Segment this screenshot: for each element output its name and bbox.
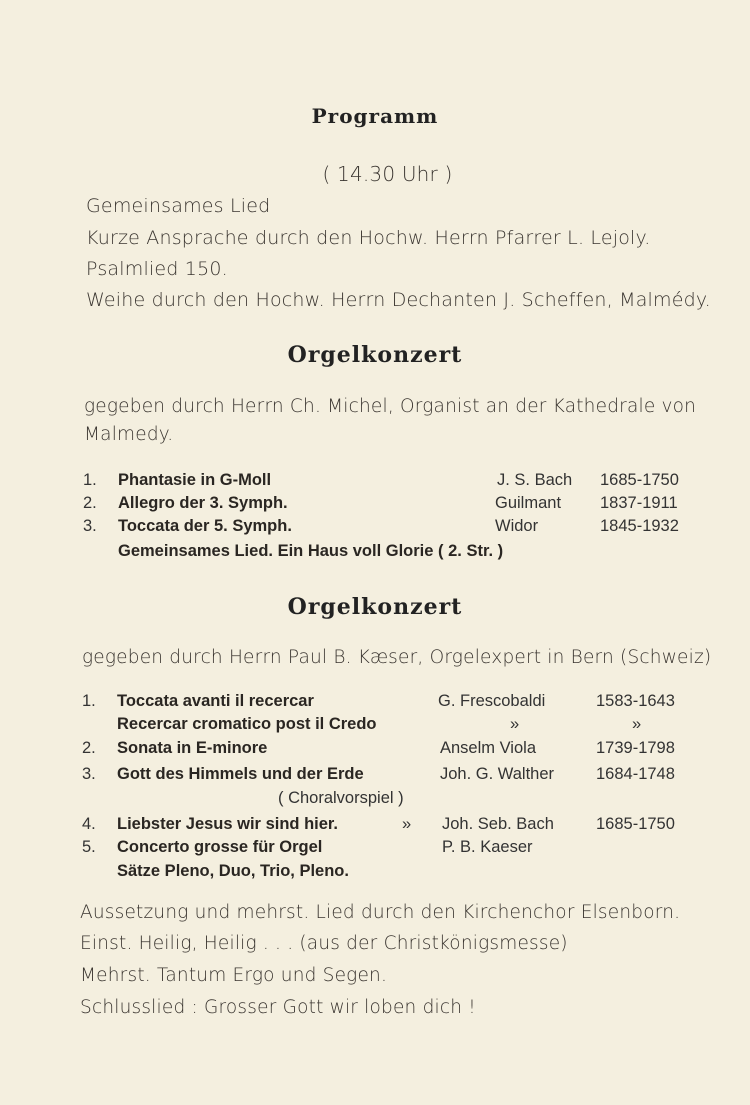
closing-line-3: Mehrst. Tantum Ergo und Segen. [80,965,388,986]
c1-item-years: 1685-1750 [600,471,679,489]
closing-line-1: Aussetzung und mehrst. Lied durch den Kirchenchor Elsenborn. [80,902,681,923]
c2-item-title: Gott des Himmels und der Erde [117,765,364,783]
c1-item-num: 2. [83,494,97,512]
c2-item-composer: Anselm Viola [440,739,536,757]
c1-item-composer: J. S. Bach [497,471,573,489]
concert1-heading: Orgelkonzert [287,342,463,368]
c1-item-composer: Guilmant [495,494,562,512]
program-title: Programm [311,104,439,128]
concert1-given-by-cont: Malmedy. [84,424,174,445]
concert2-given-by: gegeben durch Herrn Paul B. Kæser, Orgelexpert in Bern (Schweiz) [82,647,712,668]
c1-item-years: 1837-1911 [600,494,678,512]
c2-item-num: 3. [82,765,96,783]
intro-line-2: Kurze Ansprache durch den Hochw. Herrn Pfarrer L. Lejoly. [86,227,651,249]
c2-item-num: 4. [82,815,96,833]
c2-item-num: 5. [82,838,96,856]
c1-item-composer: Widor [495,517,539,535]
c1-item-years: 1845-1932 [600,517,679,535]
intro-line-4: Weihe durch den Hochw. Herrn Dechanten J. Scheffen, Malmédy. [86,289,711,311]
c2-item-title: Liebster Jesus wir sind hier. [117,815,339,833]
start-time: ( 14.30 Uhr ) [322,162,453,186]
c2-item-title: Sonata in E-minore [117,739,268,757]
closing-line-2: Einst. Heilig, Heilig . . . (aus der Christkönigsmesse) [80,933,568,954]
closing-line-4: Schlusslied : Grosser Gott wir loben dich ! [80,997,476,1018]
c2-item-composer: G. Frescobaldi [438,692,546,710]
c1-item-num: 3. [83,517,97,535]
c2-item-num: 2. [82,739,96,757]
concert1-given-by: gegeben durch Herrn Ch. Michel, Organist an der Kathedrale von [84,396,697,417]
c2-choral-note: ( Choralvorspiel ) [278,789,404,807]
c1-item-title: Phantasie in G-Moll [118,471,272,489]
intro-line-3: Psalmlied 150. [86,258,228,280]
c1-item-num: 1. [83,471,97,489]
c2-item-title: Concerto grosse für Orgel [117,838,323,856]
c2-item-composer: Joh. G. Walther [440,765,555,783]
c2-item-years: 1685-1750 [596,815,675,833]
c2-item-years: 1739-1798 [596,739,675,757]
c2-item-years-ditto: » [632,715,642,733]
c2-movements: Sätze Pleno, Duo, Trio, Pleno. [117,862,349,880]
c2-item-composer: Joh. Seb. Bach [442,815,554,833]
c2-item-ditto: » [402,815,412,833]
c2-item-composer-ditto: » [510,715,520,733]
c2-item-years: 1684-1748 [596,765,675,783]
c2-item-title: Toccata avanti il recercar [117,692,314,710]
intro-line-1: Gemeinsames Lied [86,195,271,217]
c1-item-title: Allegro der 3. Symph. [118,494,288,512]
c2-item-composer: P. B. Kaeser [442,838,533,856]
c1-item-title: Toccata der 5. Symph. [118,517,292,535]
c2-item-num: 1. [82,692,96,710]
c1-song: Gemeinsames Lied. Ein Haus voll Glorie ( 2. Str. ) [118,542,504,560]
c2-item-title: Recercar cromatico post il Credo [117,715,377,733]
c2-item-years: 1583-1643 [596,692,675,710]
concert2-heading: Orgelkonzert [287,594,463,620]
